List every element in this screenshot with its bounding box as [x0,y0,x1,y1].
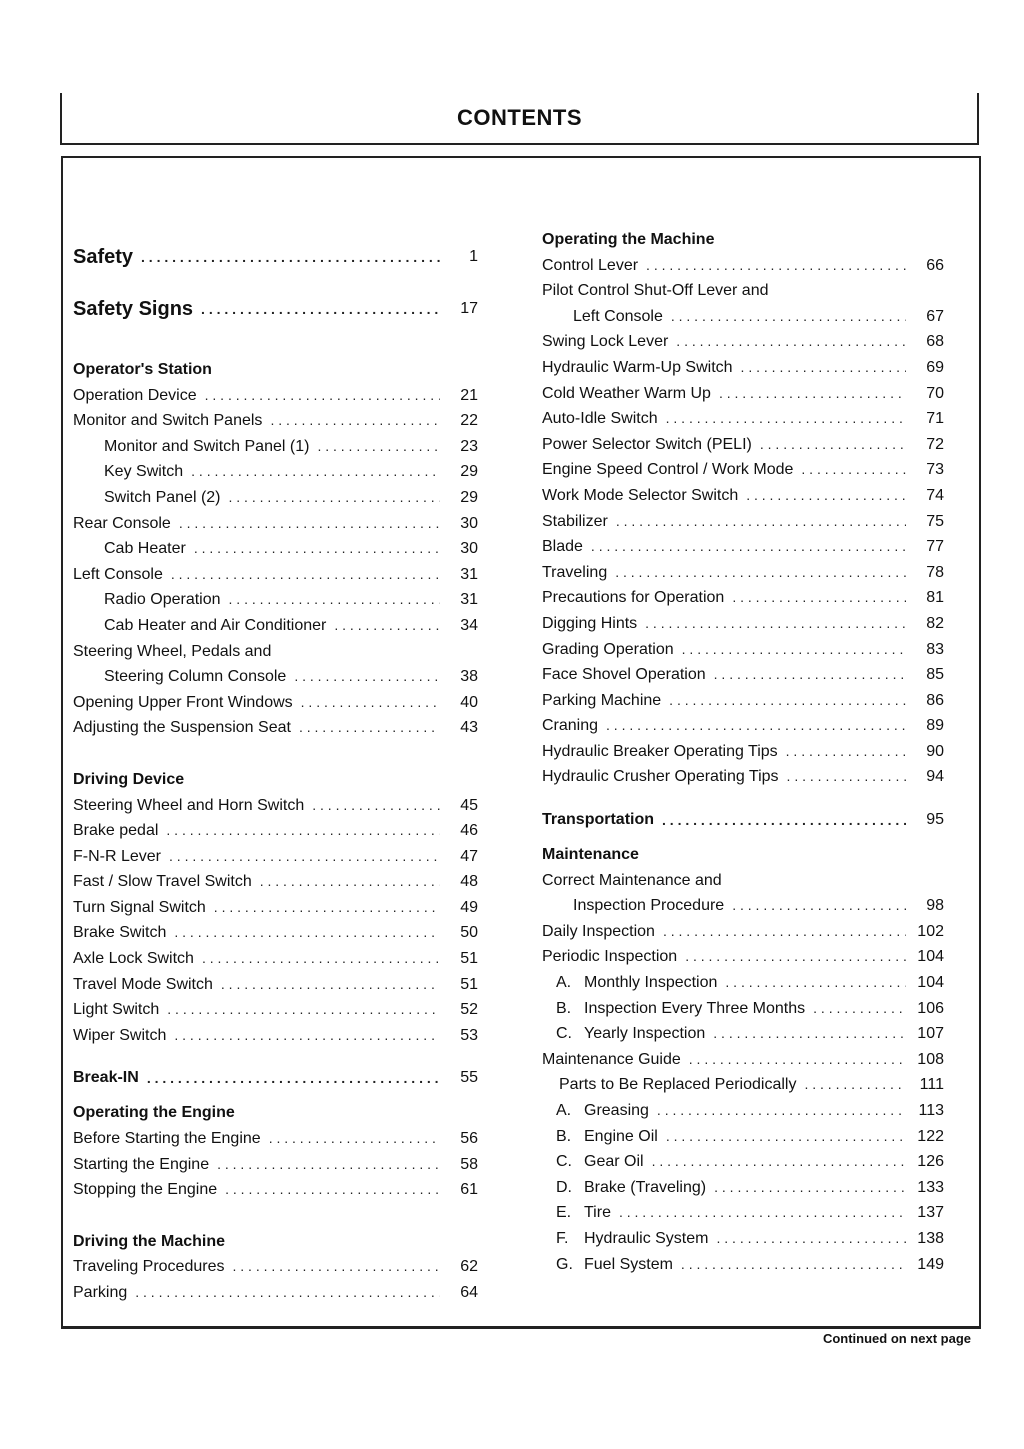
toc-entry[interactable]: Control Lever . . . 66 [542,257,944,283]
toc-entry-break-in[interactable]: Break-IN . . . 55 [73,1052,478,1104]
toc-entry[interactable]: Work Mode Selector Switch . . . 74 [542,487,944,513]
toc-entry: Correct Maintenance and [542,871,722,889]
toc-entry[interactable]: Stabilizer . . . 75 [542,513,944,539]
toc-entry[interactable]: Before Starting the Engine . . . 56 [73,1130,478,1156]
toc-entry[interactable]: G. Fuel System . . . 149 [542,1256,944,1282]
toc-entry[interactable]: Face Shovel Operation . . . 85 [542,666,944,692]
toc-entry[interactable]: Power Selector Switch (PELI) . . . 72 [542,436,944,462]
toc-entry[interactable]: Operation Device . . . 21 [73,387,478,413]
toc-entry[interactable]: E. Tire . . . 137 [542,1204,944,1230]
toc-entry[interactable]: Cab Heater . . . 30 [73,540,478,566]
toc-entry[interactable]: Travel Mode Switch . . . 51 [73,976,478,1002]
toc-entry-transportation[interactable]: Transportation . . . 95 [542,794,944,846]
toc-entry[interactable]: Wiper Switch . . . 53 [73,1027,478,1053]
toc-entry[interactable]: Digging Hints . . . 82 [542,615,944,641]
toc-entry[interactable]: Key Switch . . . 29 [73,463,478,489]
toc-entry[interactable]: Starting the Engine . . . 58 [73,1156,478,1182]
section-heading-operating-machine: Operating the Machine [542,231,715,248]
toc-entry[interactable]: F. Hydraulic System . . . 138 [542,1230,944,1256]
toc-entry[interactable]: Parts to Be Replaced Periodically . . . 111 [542,1076,944,1102]
title-box [60,93,979,145]
section-heading-operating-engine: Operating the Engine [73,1104,235,1122]
section-heading-driving-device: Driving Device [73,770,185,788]
toc-entry[interactable]: Traveling Procedures . . . 62 [73,1258,478,1284]
toc-entry[interactable]: Switch Panel (2) . . . 29 [73,489,478,515]
toc-entry[interactable]: Daily Inspection . . . 102 [542,923,944,949]
left-column [73,231,478,1310]
toc-entry[interactable]: Hydraulic Crusher Operating Tips . . . 94 [542,768,944,794]
toc-entry[interactable]: Hydraulic Breaker Operating Tips . . . 90 [542,743,944,769]
toc-entry[interactable]: A. Monthly Inspection . . . 104 [542,974,944,1000]
toc-entry[interactable]: Opening Upper Front Windows . . . 40 [73,694,478,720]
toc-entry: Pilot Control Shut-Off Lever and [542,282,769,300]
toc-entry[interactable]: A. Greasing . . . 113 [542,1102,944,1128]
toc-entry[interactable]: Cab Heater and Air Conditioner . . . 34 [73,617,478,643]
toc-entry[interactable]: Left Console . . . 67 [542,308,944,334]
toc-entry[interactable]: Maintenance Guide . . . 108 [542,1051,944,1077]
toc-entry[interactable]: B. Engine Oil . . . 122 [542,1128,944,1154]
page-title: CONTENTS [457,105,582,130]
toc-entry[interactable]: Adjusting the Suspension Seat . . . 43 [73,719,478,745]
toc-entry[interactable]: Auto-Idle Switch . . . 71 [542,410,944,436]
toc-entry[interactable]: Brake pedal . . . 46 [73,822,478,848]
toc-entry[interactable]: Monitor and Switch Panels . . . 22 [73,412,478,438]
toc-entry[interactable]: Parking Machine . . . 86 [542,692,944,718]
section-heading-operators-station: Operator's Station [73,361,212,378]
continued-note: Continued on next page [822,1331,971,1346]
toc-entry[interactable]: Precautions for Operation . . . 81 [542,589,944,615]
toc-entry[interactable]: C. Yearly Inspection . . . 107 [542,1025,944,1051]
toc-entry[interactable]: Cold Weather Warm Up . . . 70 [542,385,944,411]
toc-entry[interactable]: Engine Speed Control / Work Mode . . . 73 [542,461,944,487]
toc-entry[interactable]: Monitor and Switch Panel (1) . . . 23 [73,438,478,464]
toc-entry[interactable]: Steering Wheel and Horn Switch . . . 45 [73,797,478,823]
right-column [542,231,944,1281]
toc-entry[interactable]: F-N-R Lever . . . 47 [73,848,478,874]
toc-entry-safety-signs[interactable]: Safety Signs . . . 17 [73,283,478,335]
toc-entry[interactable]: Parking . . . 64 [73,1284,478,1310]
toc-entry[interactable]: Rear Console . . . 30 [73,515,478,541]
toc-entry[interactable]: C. Gear Oil . . . 126 [542,1153,944,1179]
toc-entry: Steering Wheel, Pedals and [73,642,272,660]
toc-entry[interactable]: Blade . . . 77 [542,538,944,564]
toc-entry[interactable]: Inspection Procedure . . . 98 [542,897,944,923]
toc-entry[interactable]: Stopping the Engine . . . 61 [73,1181,478,1207]
toc-entry-safety[interactable]: Safety . . . 1 [73,231,478,283]
toc-entry[interactable]: D. Brake (Traveling) . . . 133 [542,1179,944,1205]
toc-entry[interactable]: Axle Lock Switch . . . 51 [73,950,478,976]
toc-entry[interactable]: Light Switch . . . 52 [73,1001,478,1027]
toc-entry[interactable]: Turn Signal Switch . . . 49 [73,899,478,925]
toc-entry[interactable]: Left Console . . . 31 [73,566,478,592]
section-heading-driving-machine: Driving the Machine [73,1232,226,1250]
toc-entry[interactable]: B. Inspection Every Three Months . . . 106 [542,1000,944,1026]
toc-entry[interactable]: Hydraulic Warm-Up Switch . . . 69 [542,359,944,385]
toc-entry[interactable]: Grading Operation . . . 83 [542,641,944,667]
section-heading-maintenance: Maintenance [542,846,639,864]
toc-entry[interactable]: Fast / Slow Travel Switch . . . 48 [73,873,478,899]
toc-entry[interactable]: Periodic Inspection . . . 104 [542,948,944,974]
toc-entry[interactable]: Traveling . . . 78 [542,564,944,590]
toc-entry[interactable]: Radio Operation . . . 31 [73,591,478,617]
toc-entry[interactable]: Craning . . . 89 [542,717,944,743]
toc-entry[interactable]: Brake Switch . . . 50 [73,924,478,950]
toc-entry[interactable]: Swing Lock Lever . . . 68 [542,333,944,359]
toc-entry[interactable]: Steering Column Console . . . 38 [73,668,478,694]
